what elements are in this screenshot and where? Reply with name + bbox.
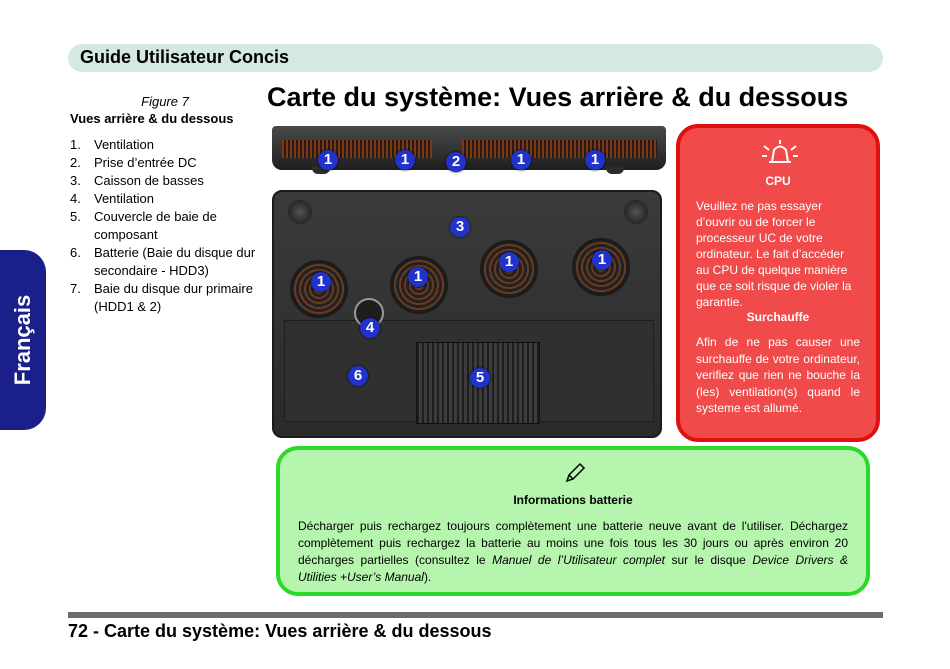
manual-reference: Manuel de l’Utilisateur complet [492, 553, 665, 567]
legend-text: Batterie (Baie du disque dur secondaire - HDD3) [94, 245, 256, 278]
callout-marker: 1 [318, 150, 338, 170]
legend-number: 2. [70, 155, 81, 170]
language-side-tab-label: Français [10, 294, 35, 386]
legend-item [70, 190, 256, 208]
legend-item [70, 280, 256, 316]
legend-text: Caisson de basses [94, 173, 204, 188]
legend-item [70, 208, 256, 244]
footer-page-label: 72 - Carte du système: Vues arrière & du dessous [68, 621, 492, 641]
header-title: Guide Utilisateur Concis [80, 47, 290, 67]
disc-reference: Device Drivers & Utilities +User’s Manual [298, 553, 848, 584]
overheat-warning-text: Afin de ne pas causer une surchauffe de votre ordinateur, verifiez que rien ne bouche la (les) ventilation(s) quand le systeme est allumé. [696, 335, 860, 415]
page-heading: Carte du système: Vues arrière & du dessous [267, 82, 849, 112]
callout-marker: 2 [446, 152, 466, 172]
alert-bell-icon [760, 140, 800, 168]
legend-number: 5. [70, 209, 81, 224]
overheat-warning-title: Surchauffe [746, 310, 810, 324]
bottom-foot [288, 200, 312, 224]
callout-marker: 1 [585, 150, 605, 170]
legend-item [70, 172, 256, 190]
footer-rule [68, 612, 883, 618]
battery-info-text-part: Décharger puis rechargez toujours complètement une batterie neuve avant de l'utiliser. Déchargez complètement puis rechargez la batterie au moins une fois tous les 30 jours ou après environ 20 décharges partielles (consultez le [298, 519, 848, 567]
rear-foot [606, 166, 624, 174]
callout-marker: 1 [592, 250, 612, 270]
battery-info-text-part: sur le disque [664, 553, 753, 567]
legend-item [70, 154, 256, 172]
figure-subtitle: Vues arrière & du dessous [70, 111, 234, 126]
cpu-warning-box [676, 124, 880, 442]
legend-number: 1. [70, 137, 81, 152]
callout-marker: 1 [408, 267, 428, 287]
rear-vent [462, 140, 657, 158]
cpu-warning-text: Veuillez ne pas essayer d’ouvrir ou de forcer le processeur UC de votre ordinateur. Le fait d’accéder au CPU de quelque manière que ce soit risque de violer la garantie. [696, 199, 852, 309]
callout-marker: 1 [395, 150, 415, 170]
legend-text: Baie du disque dur primaire (HDD1 & 2) [94, 281, 253, 314]
legend-number: 3. [70, 173, 81, 188]
callout-marker: 1 [499, 252, 519, 272]
battery-info-text [298, 518, 848, 586]
legend-number: 6. [70, 245, 81, 260]
legend-text: Ventilation [94, 191, 154, 206]
legend-text: Ventilation [94, 137, 154, 152]
legend-number: 7. [70, 281, 81, 296]
figure-caption: Figure 7 [141, 94, 189, 109]
legend-number: 4. [70, 191, 81, 206]
legend-text: Couvercle de baie de composant [94, 209, 217, 242]
cpu-warning-title: CPU [765, 174, 791, 188]
bottom-foot [624, 200, 648, 224]
callout-marker: 1 [511, 150, 531, 170]
battery-info-box [276, 446, 870, 596]
battery-info-title: Informations batterie [513, 493, 633, 507]
language-side-tab [0, 250, 46, 430]
callout-marker: 4 [360, 318, 380, 338]
header-bar [68, 44, 883, 72]
callout-marker: 5 [470, 368, 490, 388]
legend-item [70, 244, 256, 280]
callout-marker: 3 [450, 217, 470, 237]
callout-marker: 6 [348, 366, 368, 386]
legend-item [70, 136, 256, 154]
pencil-icon [564, 462, 586, 484]
legend-text: Prise d’entrée DC [94, 155, 197, 170]
figure-legend [70, 136, 256, 316]
battery-info-text-part: ). [423, 570, 432, 584]
callout-marker: 1 [311, 272, 331, 292]
